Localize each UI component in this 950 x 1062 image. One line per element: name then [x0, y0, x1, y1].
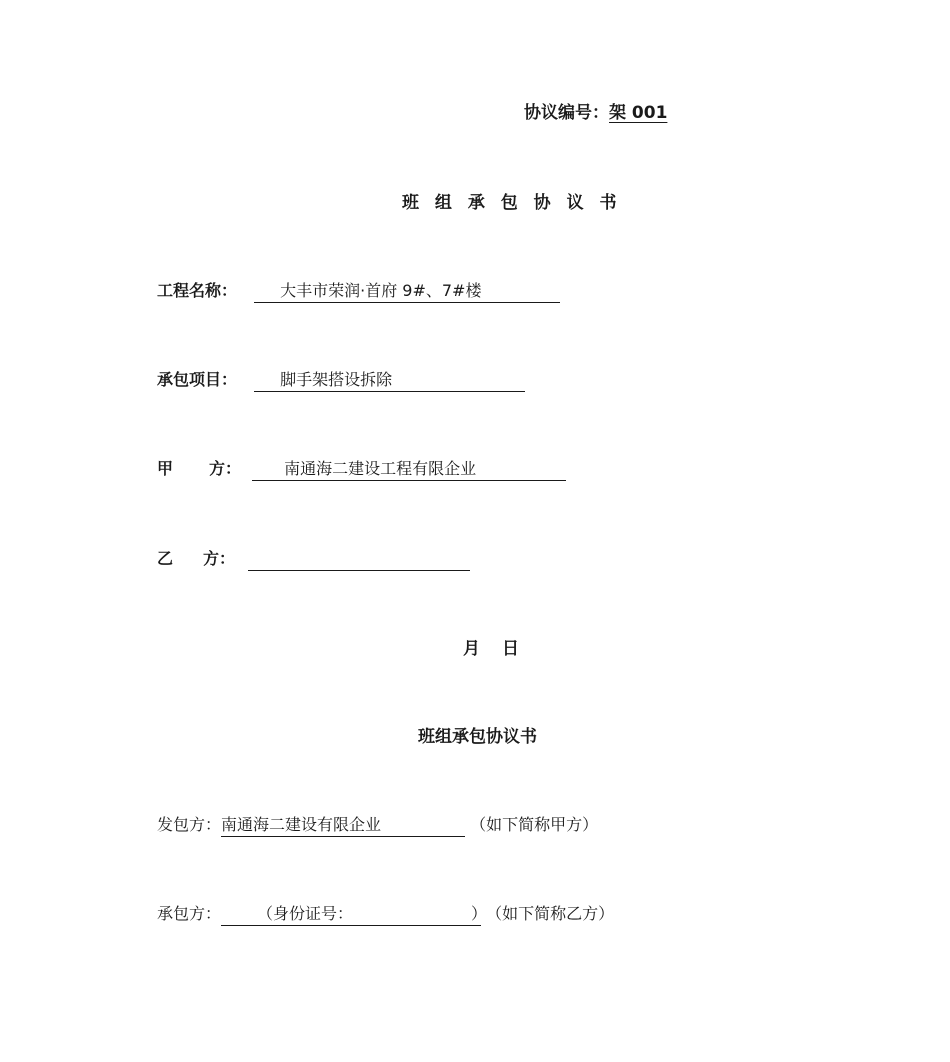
party-b-label-first: 乙: [157, 549, 174, 568]
agreement-number-value: 架 001: [609, 103, 668, 123]
issuer-label: 发包方：: [157, 815, 222, 834]
contractor-id-label: （身份证号：: [257, 904, 354, 923]
day-label: 日: [502, 639, 519, 659]
project-name-value: 大丰市荣润·首府 9#、7#楼: [280, 281, 482, 300]
contractor-label: 承包方：: [157, 904, 222, 923]
party-a-label-second: 方：: [209, 459, 242, 478]
contractor-note: （如下简称乙方）: [486, 904, 615, 923]
date-line: [463, 634, 519, 659]
agreement-number: [524, 98, 667, 123]
party-a-label-first: 甲: [157, 459, 174, 478]
issuer-row: [157, 812, 598, 837]
cover-title: 班 组 承 包 协 议 书: [402, 193, 622, 213]
contract-item-label: 承包项目：: [157, 370, 238, 389]
party-b-field[interactable]: [248, 549, 470, 571]
party-b-row: [157, 546, 470, 571]
party-b-label-second: 方：: [203, 549, 236, 568]
issuer-note: （如下简称甲方）: [470, 815, 599, 834]
agreement-number-label: 协议编号：: [524, 103, 609, 123]
project-name-row: [157, 278, 560, 303]
party-a-row: [157, 456, 566, 481]
body-title: 班组承包协议书: [418, 727, 537, 747]
issuer-field[interactable]: [221, 815, 465, 837]
party-a-field[interactable]: [252, 459, 566, 481]
project-name-field[interactable]: [254, 281, 560, 303]
contract-item-row: [157, 367, 525, 392]
issuer-value: 南通海二建设有限企业: [221, 815, 382, 834]
contractor-row: [157, 901, 614, 926]
party-a-value: 南通海二建设工程有限企业: [284, 459, 477, 478]
month-label: 月: [463, 639, 480, 659]
contract-item-value: 脚手架搭设拆除: [280, 370, 393, 389]
project-name-label: 工程名称：: [157, 281, 238, 300]
contract-item-field[interactable]: [254, 370, 525, 392]
contractor-field[interactable]: [221, 904, 488, 926]
contractor-id-close: ）: [471, 904, 488, 923]
